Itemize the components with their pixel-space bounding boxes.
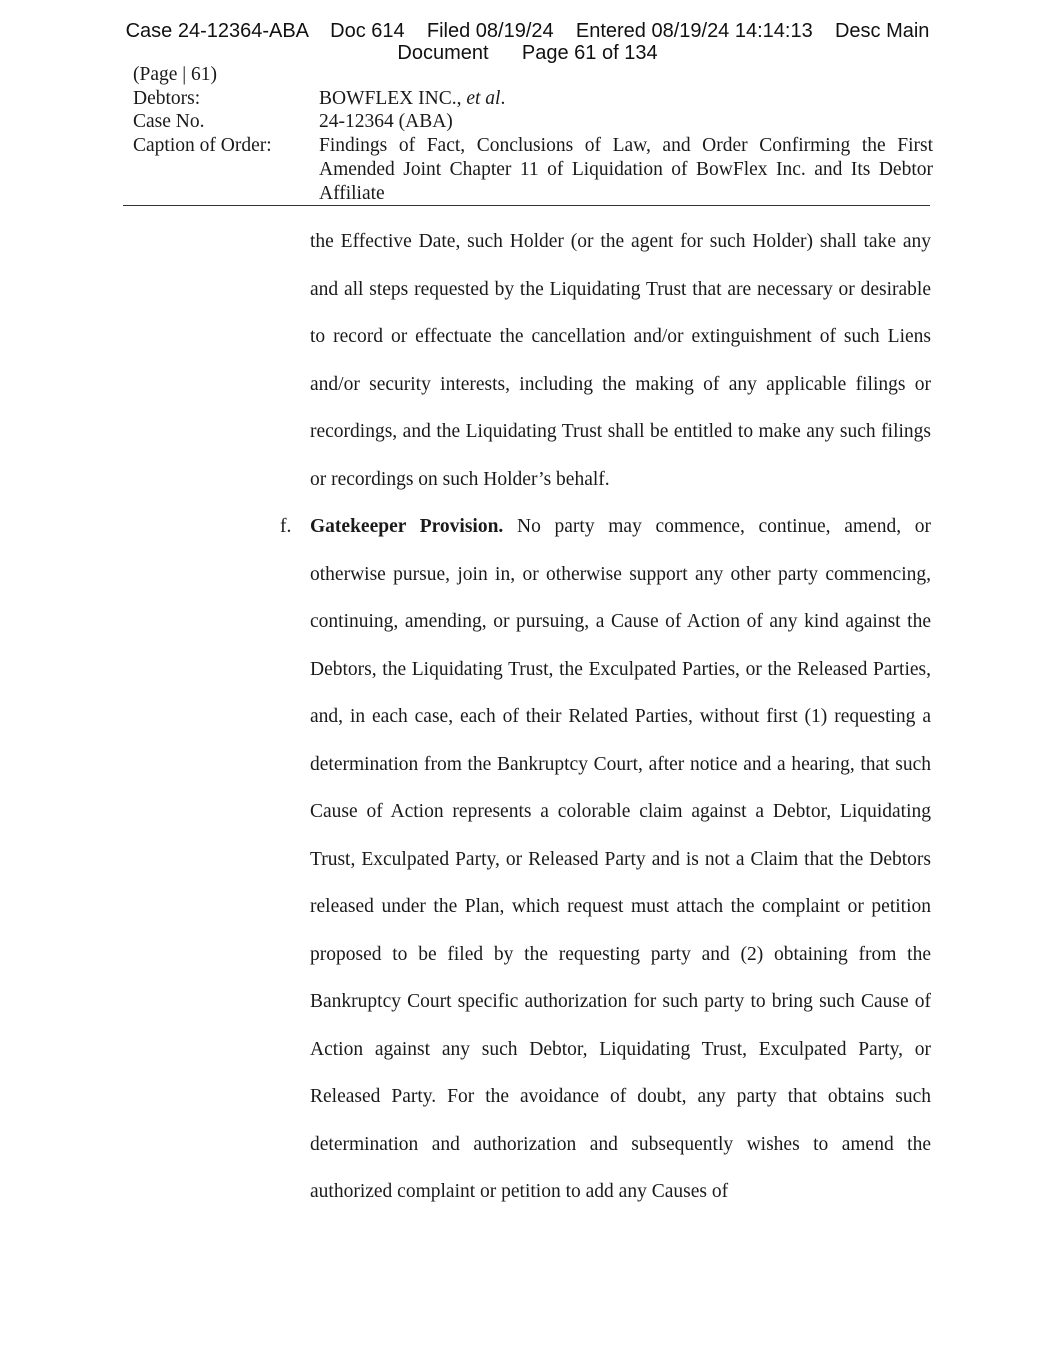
caption-of-order-value: Findings of Fact, Conclusions of Law, and Order Confirming the First Amended Joint Chapter 11 of Liquidation of BowFlex Inc. and Its Debtor Affiliate [319,135,933,204]
caption-divider [123,205,930,206]
item-marker-f: f. [280,516,292,537]
debtors-value [319,87,933,111]
gatekeeper-heading: Gatekeeper Provision. [310,516,504,537]
case-number-value: 24-12364 (ABA) [319,111,453,133]
caption-page-number: (Page | 61) [133,64,218,85]
caption-of-order-label: Caption of Order: [133,135,272,157]
continuation-paragraph: the Effective Date, such Holder (or the agent for such Holder) shall take any and all steps requested by the Liquidating Trust that are necessary or desirable to record or effectuate the cancellation and/or extinguishment of such Liens and/or security interests, including the making of any applicable filings or recordings, and the Liquidating Trust shall be entitled to make any such filings or recordings on such Holder’s behalf. [310,231,931,490]
case-number-label: Case No. [133,111,205,133]
filing-stamp [0,20,1055,64]
caption-case-row [133,110,933,134]
filing-stamp-line-1: Case 24-12364-ABA Doc 614 Filed 08/19/24 Entered 08/19/24 14:14:13 Desc Main [125,20,930,42]
gatekeeper-paragraph [310,503,931,1216]
filing-stamp-line-2: Document Page 61 of 134 [397,42,658,64]
caption-order-row [133,134,933,205]
gatekeeper-text: No party may commence, continue, amend, or otherwise pursue, join in, or otherwise support any other party commencing, continuing, amending, or pursuing, a Cause of Action of any kind against the Debtors, the Liquidating Trust, the Exculpated Parties, or the Released Parties, and, in each case, each of their Related Parties, without first (1) requesting a determination from the Bankruptcy Court, after notice and a hearing, that such Cause of Action represents a colorable claim against a Debtor, Liquidating Trust, Exculpated Party, or Released Party and is not a Claim that the Debtors released under the Plan, which request must attach the complaint or petition proposed to be filed by the requesting party and (2) obtaining from the Bankruptcy Court specific authorization for such party to bring such Cause of Action against any such Debtor, Liquidating Trust, Exculpated Party, or Released Party. For the avoidance of doubt, any party that obtains such determination and authorization and subsequently wishes to amend the authorized complaint or petition to add any Causes of [310,516,931,1202]
debtors-label: Debtors: [133,87,201,109]
caption-page-row [133,63,933,87]
debtors-name: BOWFLEX INC., [319,87,467,109]
debtors-et-al: et al [466,87,501,109]
order-caption [133,63,933,205]
debtors-period: . [500,87,506,109]
caption-debtors-row [133,87,933,111]
